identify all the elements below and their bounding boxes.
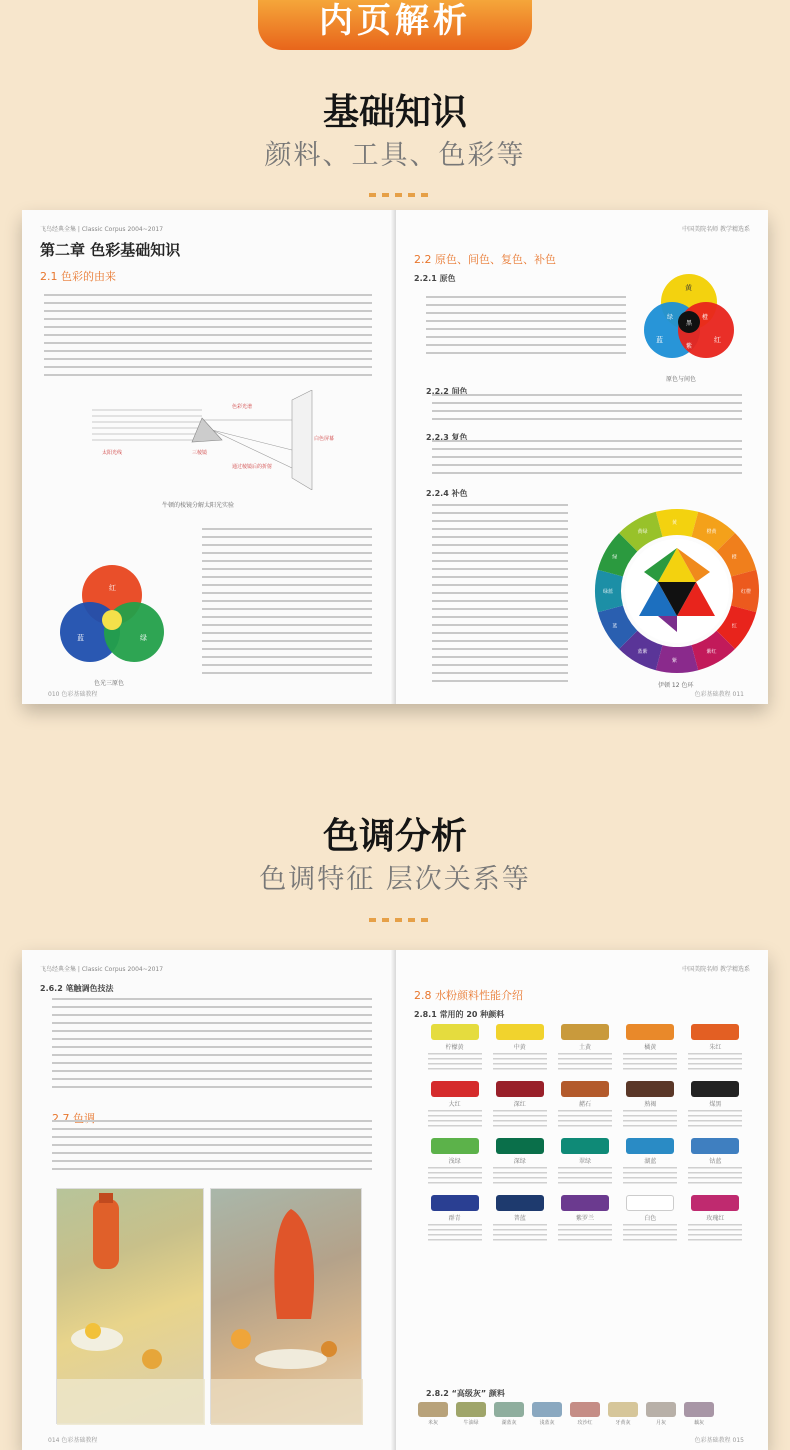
book-spread-tone	[22, 950, 768, 1450]
swatch-chip	[691, 1081, 739, 1097]
swatch-name: 中黄	[513, 1044, 526, 1051]
wheel-segment-label: 紫红	[706, 648, 717, 655]
section-heading: 2.2 原色、间色、复色、补色	[414, 253, 556, 266]
spectrum-label: 色彩光谱	[232, 404, 253, 410]
swatch-name: 牙黄灰	[615, 1420, 631, 1426]
swatch-name: 玫沙红	[577, 1420, 593, 1426]
swatch-chip	[691, 1024, 739, 1040]
body-paragraph	[432, 440, 742, 476]
swatch-name: 橘黄	[644, 1044, 657, 1051]
section2-subtitle: 色调特征 层次关系等	[259, 864, 531, 895]
swatch-name: 紫罗兰	[575, 1215, 594, 1222]
pigment-swatch	[556, 1081, 613, 1128]
still-life-painting-1	[56, 1188, 204, 1424]
subsection-heading: 2.2.2 间色	[426, 387, 468, 396]
swatch-description	[493, 1167, 547, 1185]
body-paragraph	[432, 394, 742, 420]
grey-swatch	[570, 1402, 600, 1426]
prism-label: 三棱镜	[192, 450, 208, 456]
subsection-heading: 2.8.2 “高级灰” 颜料	[426, 1389, 505, 1398]
swatch-description	[688, 1110, 742, 1128]
swatch-description	[558, 1110, 612, 1128]
page-number: 色彩基础教程 015	[694, 1437, 744, 1444]
section-heading: 2.1 色彩的由来	[40, 270, 116, 283]
body-paragraph	[44, 294, 372, 382]
swatch-chip	[456, 1402, 486, 1417]
running-head: 中国美院名师 教学精选系	[682, 966, 750, 973]
swatch-description	[493, 1110, 547, 1128]
swatch-name: 白色	[644, 1215, 657, 1222]
section1-title: 基础知识	[322, 92, 467, 133]
swatch-name: 藕灰	[693, 1420, 704, 1426]
swatch-description	[623, 1167, 677, 1185]
pigment-swatch	[622, 1138, 679, 1185]
swatch-name: 柠檬黄	[445, 1044, 464, 1051]
page-number: 色彩基础教程 011	[694, 691, 744, 698]
pigment-swatch	[687, 1024, 744, 1071]
pigment-swatch	[556, 1195, 613, 1242]
screen-label: 白色屏幕	[314, 436, 335, 442]
prism-caption: 牛顿的棱镜分解太阳光实验	[162, 502, 235, 509]
wheel-segment-label: 橙黄	[706, 529, 717, 536]
blue-circle-label: 蓝	[77, 634, 84, 642]
swatch-chip	[561, 1024, 609, 1040]
left-page	[22, 950, 394, 1450]
swatch-chip	[496, 1024, 544, 1040]
wheel-segment-label: 绿蓝	[603, 589, 614, 595]
pigment-swatch	[491, 1024, 548, 1071]
grey-pigment-row	[418, 1402, 714, 1426]
grey-swatch	[684, 1402, 714, 1426]
pigment-swatch	[622, 1081, 679, 1128]
path-label: 通过棱镜后的折射	[232, 464, 273, 470]
still-life-painting-2	[210, 1188, 362, 1424]
pigment-swatch	[622, 1195, 679, 1242]
swatch-chip	[496, 1195, 544, 1211]
swatch-name: 群青	[448, 1215, 461, 1222]
swatch-chip	[626, 1138, 674, 1154]
swatch-description	[623, 1053, 677, 1071]
pigment-swatch-grid	[426, 1024, 744, 1242]
pigment-swatch	[556, 1138, 613, 1185]
page-number: 014 色彩基础教程	[48, 1437, 98, 1444]
swatch-name: 翠绿	[578, 1158, 591, 1165]
sunlight-label: 太阳光线	[102, 450, 123, 456]
section2-title: 色调分析	[322, 816, 467, 857]
grey-swatch	[608, 1402, 638, 1426]
book-spread-basics	[22, 210, 768, 704]
section1-subtitle: 颜料、工具、色彩等	[264, 140, 526, 171]
wheel-segment-label: 黄绿	[637, 529, 648, 536]
swatch-description	[428, 1167, 482, 1185]
swatch-name: 浅蓝灰	[539, 1420, 555, 1426]
body-paragraph	[432, 504, 568, 684]
swatch-chip	[532, 1402, 562, 1417]
right-page	[396, 950, 768, 1450]
section-heading: 2.8 水粉颜料性能介绍	[414, 989, 523, 1002]
pigment-swatch	[622, 1024, 679, 1071]
primary-venn-figure	[634, 264, 744, 374]
swatch-description	[558, 1224, 612, 1242]
swatch-description	[688, 1053, 742, 1071]
green-label: 绿	[667, 314, 674, 321]
swatch-name: 土黄	[578, 1044, 591, 1051]
wheel-segment-label: 黄	[672, 520, 678, 526]
swatch-chip	[496, 1138, 544, 1154]
circles-caption: 色光三原色	[94, 680, 125, 687]
pigment-swatch	[687, 1138, 744, 1185]
blue-label: 蓝	[656, 336, 663, 344]
swatch-chip	[626, 1024, 674, 1040]
swatch-chip	[561, 1195, 609, 1211]
swatch-chip	[608, 1402, 638, 1417]
black-label: 黑	[686, 320, 693, 327]
pigment-swatch	[426, 1024, 483, 1071]
wheel-segment-label: 蓝	[612, 623, 618, 630]
swatch-name: 钴蓝	[709, 1158, 722, 1165]
swatch-description	[688, 1167, 742, 1185]
swatch-description	[623, 1224, 677, 1242]
swatch-chip	[626, 1195, 674, 1211]
swatch-name: 湖蓝	[644, 1158, 657, 1165]
pigment-swatch	[556, 1024, 613, 1071]
subsection-heading: 2.8.1 常用的 20 种颜料	[414, 1010, 505, 1019]
swatch-description	[558, 1167, 612, 1185]
red-circle-label: 红	[109, 584, 116, 592]
swatch-name: 深红	[513, 1101, 526, 1108]
swatch-name: 煤黑	[709, 1101, 722, 1108]
swatch-chip	[494, 1402, 524, 1417]
swatch-name: 朱红	[709, 1044, 722, 1051]
swatch-name: 玫瑰红	[706, 1215, 725, 1222]
chapter-title: 第二章 色彩基础知识	[40, 241, 181, 259]
swatch-chip	[561, 1081, 609, 1097]
swatch-name: 月灰	[655, 1420, 666, 1426]
subsection-heading: 2.2.1 原色	[414, 274, 456, 283]
swatch-chip	[431, 1081, 479, 1097]
swatch-description	[493, 1053, 547, 1071]
page-number: 010 色彩基础教程	[48, 691, 98, 698]
yellow-label: 黄	[685, 284, 692, 292]
purple-label: 紫	[686, 343, 693, 350]
venn-caption: 原色与间色	[666, 376, 697, 383]
swatch-name: 牛油绿	[463, 1420, 479, 1426]
subsection-heading: 2.2.4 补色	[426, 489, 468, 498]
wheel-caption: 伊顿 12 色环	[658, 682, 694, 689]
prism-diagram	[82, 390, 342, 490]
grey-swatch	[494, 1402, 524, 1426]
divider-dots	[369, 193, 429, 199]
swatch-name: 熟褐	[644, 1101, 657, 1108]
body-paragraph	[52, 1120, 372, 1176]
body-paragraph	[202, 528, 372, 678]
section-heading: 2.7 色调	[52, 1112, 95, 1125]
rgb-circles-figure	[52, 560, 172, 670]
series-label: 飞鸟经典全集 | Classic Corpus 2004~2017	[40, 226, 164, 233]
itten-color-wheel	[592, 506, 762, 676]
body-paragraph	[52, 998, 372, 1094]
wheel-segment-label: 紫	[672, 658, 678, 664]
wheel-segment-label: 橙	[731, 554, 737, 561]
grey-swatch	[418, 1402, 448, 1426]
pigment-swatch	[687, 1081, 744, 1128]
grey-swatch	[456, 1402, 486, 1426]
swatch-name: 米灰	[427, 1420, 438, 1426]
swatch-name: 赭石	[578, 1101, 591, 1108]
series-label: 飞鸟经典全集 | Classic Corpus 2004~2017	[40, 966, 164, 973]
pigment-swatch	[426, 1195, 483, 1242]
swatch-name: 浅绿	[448, 1158, 461, 1165]
swatch-description	[428, 1224, 482, 1242]
swatch-description	[623, 1110, 677, 1128]
swatch-description	[428, 1053, 482, 1071]
swatch-description	[428, 1110, 482, 1128]
pigment-swatch	[491, 1081, 548, 1128]
swatch-chip	[626, 1081, 674, 1097]
pigment-swatch	[491, 1195, 548, 1242]
pigment-swatch	[426, 1081, 483, 1128]
right-page	[396, 210, 768, 704]
grey-swatch	[646, 1402, 676, 1426]
body-paragraph	[426, 296, 626, 356]
swatch-chip	[561, 1138, 609, 1154]
swatch-chip	[691, 1195, 739, 1211]
subsection-heading: 2.6.2 笔触调色技法	[40, 984, 114, 993]
swatch-chip	[684, 1402, 714, 1417]
swatch-name: 深绿	[513, 1158, 526, 1165]
swatch-chip	[431, 1195, 479, 1211]
pigment-swatch	[491, 1138, 548, 1185]
wheel-segment-label: 红橙	[741, 589, 752, 595]
swatch-chip	[431, 1138, 479, 1154]
running-head: 中国美院名师 教学精选系	[682, 226, 750, 233]
swatch-name: 湖蓝灰	[501, 1420, 517, 1426]
section-banner: 内页解析	[258, 0, 532, 50]
swatch-description	[558, 1053, 612, 1071]
swatch-chip	[646, 1402, 676, 1417]
wheel-segment-label: 绿	[612, 554, 618, 561]
swatch-chip	[691, 1138, 739, 1154]
wheel-segment-label: 红	[731, 623, 737, 630]
swatch-name: 大红	[448, 1101, 461, 1108]
swatch-chip	[431, 1024, 479, 1040]
swatch-chip	[570, 1402, 600, 1417]
swatch-name: 普蓝	[513, 1215, 526, 1222]
pigment-swatch	[687, 1195, 744, 1242]
swatch-chip	[496, 1081, 544, 1097]
swatch-chip	[418, 1402, 448, 1417]
swatch-description	[493, 1224, 547, 1242]
left-page	[22, 210, 394, 704]
swatch-description	[688, 1224, 742, 1242]
green-circle-label: 绿	[140, 634, 147, 642]
subsection-heading: 2.2.3 复色	[426, 433, 468, 442]
orange-label: 橙	[702, 314, 709, 321]
grey-swatch	[532, 1402, 562, 1426]
red-label: 红	[714, 336, 721, 344]
wheel-segment-label: 蓝紫	[637, 648, 648, 655]
pigment-swatch	[426, 1138, 483, 1185]
divider-dots	[369, 918, 429, 924]
